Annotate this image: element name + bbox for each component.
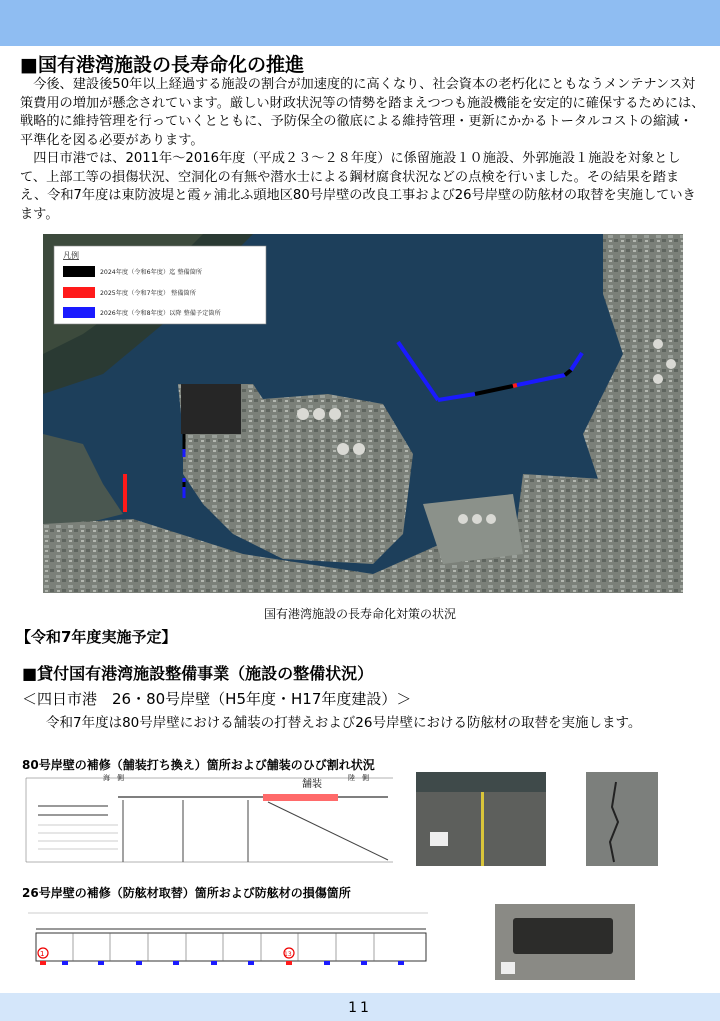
project-title: ■貸付国有港湾施設整備事業（施設の整備状況）: [22, 664, 374, 683]
legend-swatch-red: [63, 287, 95, 298]
facility-title: ＜四日市港 26・80号岸壁（H5年度・H17年度建設）＞: [22, 690, 412, 708]
quay80-cross-section: [18, 770, 400, 870]
legend-swatch-blue: [63, 307, 95, 318]
page-number: 11: [348, 1000, 372, 1016]
marker-1: 1: [40, 950, 45, 958]
figure26-title: 26号岸壁の補修（防舷材取替）箇所および防舷材の損傷箇所: [22, 886, 351, 900]
map-caption: 国有港湾施設の長寿命化対策の状況: [263, 607, 456, 621]
legend-swatch-black: [63, 266, 95, 277]
map-legend: [54, 246, 266, 324]
legend-title: 凡例: [63, 251, 79, 260]
label-land: 陸 側: [348, 774, 369, 782]
fender-damage-photo: [495, 904, 635, 980]
legend-label-2025: 2025年度（令和7年度） 整備箇所: [100, 290, 196, 297]
legend-label-2024: 2024年度（令和6年度）迄 整備箇所: [100, 269, 203, 276]
pavement-crack-photo-2: [586, 772, 658, 866]
header-bar: [0, 0, 720, 46]
label-pavement: 舗装: [302, 779, 322, 790]
page-title: ■国有港湾施設の長寿命化の推進: [20, 54, 304, 76]
pavement-crack-photo-1: [416, 772, 546, 866]
aerial-map: [43, 234, 683, 593]
section-heading: 【令和7年度実施予定】: [16, 628, 177, 646]
figure80-title: 80号岸壁の補修（舗装打ち換え）箇所および舗装のひび割れ状況: [22, 758, 375, 772]
intro-paragraph-2: 四日市港では、2011年～2016年度（平成２３～２８年度）に係留施設１０施設、外郭施設１施設を対象として、上部工等の損傷状況、空洞化の有無や潜水士による鋼材腐食状況などの点検を行いました。その結果を踏まえ、令和7年度は東防波堤と霞ヶ浦北ふ頭地区80号岸壁の改良工事および26号岸壁の防舷材の取替を実施していきます。: [20, 151, 696, 222]
project-description: 令和7年度は80号岸壁における舗装の打替えおよび26号岸壁における防舷材の取替を実施します。: [46, 715, 642, 731]
label-sea: 海 側: [103, 774, 124, 782]
legend-label-2026: 2026年度（令和8年度）以降 整備予定箇所: [100, 310, 221, 317]
intro-paragraph-1: 今後、建設後50年以上経過する施設の割合が加速度的に高くなり、社会資本の老朽化にともなうメンテナンス対策費用の増加が懸念されています。厳しい財政状況等の情勢を踏まえつつも施設機能を安定的に確保するためには、戦略的に維持管理を行っていくとともに、予防保全の徹底による維持管理・更新にかかるトータルコストの縮減・平準化を図る必要があります。: [20, 77, 705, 148]
marker-13: 13: [284, 951, 292, 958]
quay26-elevation: [18, 905, 438, 975]
